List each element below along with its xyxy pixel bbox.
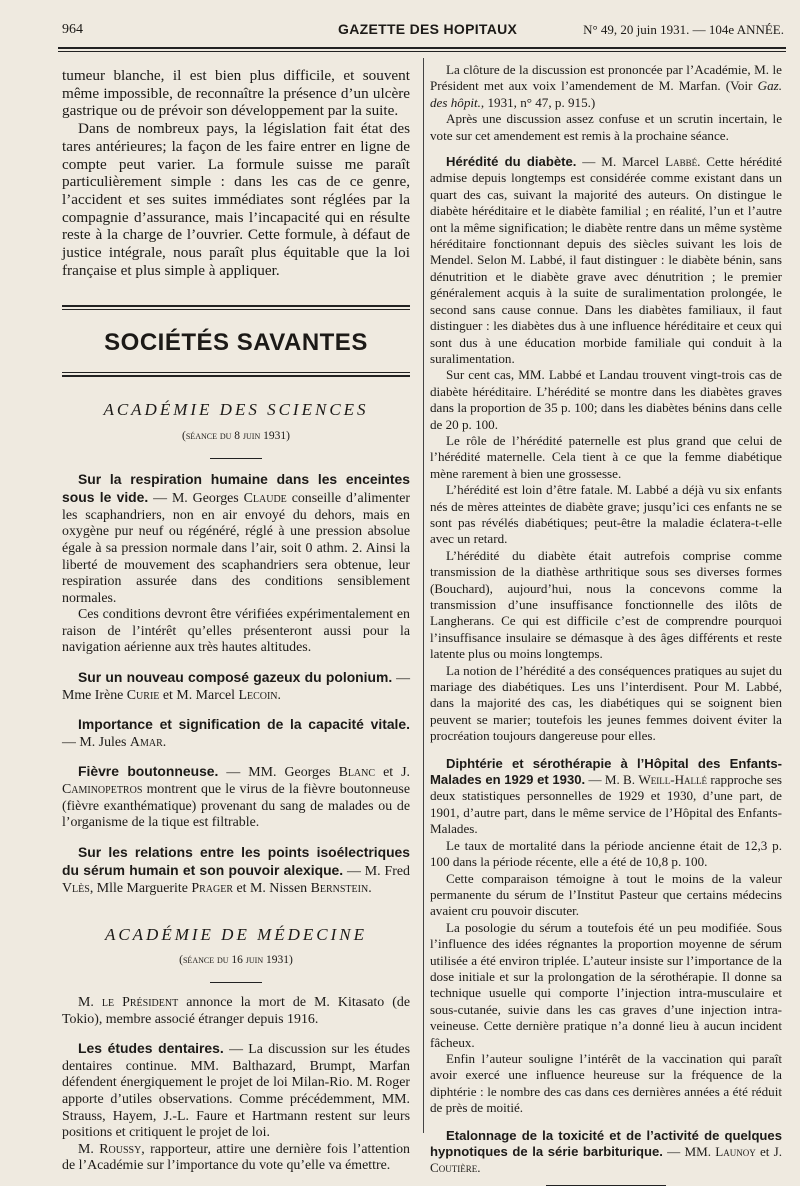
- article-title: Diphtérie et sérothérapie à l’Hôpital des Enfants-Malades en 1929 et 1930.: [430, 755, 782, 788]
- cloture-paragraph: La clôture de la discussion est prononcée par l’Académie, M. le Président met aux voix l’amendement de M. Marfan. (Voir Gaz. des hôpit., 1931, n° 47, p. 915.): [430, 62, 782, 110]
- article-title: Sur les relations entre les points isoélectriques du sérum humain et son pouvoir alexique.: [62, 843, 410, 879]
- intro-paragraph-1: tumeur blanche, il est bien plus difficile, et souvent même impossible, de reconnaître la présence d’un ulcère gastrique ou de prévoir son développement par la suite.: [62, 67, 410, 120]
- academy-medecine-heading: ACADÉMIE DE MÉDECINE: [104, 924, 368, 944]
- article-fievre: Fièvre boutonneuse. — MM. Georges Blanc et J. Caminopetros montrent que le virus de la fièvre boutonneuse (fièvre exanthématique) provenant du sang de malades ou de l’organisme de la tique est filtrable.: [62, 763, 410, 831]
- author-name: Bernstein: [310, 881, 369, 897]
- article-title: Les études dentaires.: [78, 1040, 224, 1057]
- article-title: Importance et signification de la capacité vitale.: [78, 716, 410, 733]
- vote-paragraph: Après une discussion assez confuse et un scrutin incertain, le vote sur cet amendement est remis à la prochaine séance.: [430, 111, 782, 143]
- issue-info: N° 49, 20 juin 1931. — 104e ANNÉE.: [583, 22, 784, 37]
- column-divider: [423, 58, 424, 1133]
- intro-paragraph-2: Dans de nombreux pays, la législation fait état des tares antérieures; la façon de les faire entrer en ligne de compte peut varier. La formule suisse me paraît particulièrement simple : dans les cas de ce genre, l’accident et ses suites immédiates sont réglées par la compagnie d’assurance, mais l’incapacité qui en résulte reste à la charge de l’ouvrier. Cette formule, à défaut de justice intégrale, nous paraît plus équitable que la loi française et plus simple à appliquer.: [62, 120, 410, 279]
- seance-date-2: (séance du 16 juin 1931): [179, 954, 293, 967]
- header-rule: [58, 47, 786, 49]
- article-diphterie: Diphtérie et sérothérapie à l’Hôpital des Enfants-Malades en 1929 et 1930. — M. B. Weill-Hallé rapproche ses deux statistiques personnelles de 1929 et 1930, d’une part, de 1901, d’autre part, dans le même service de l’Hôpital des Enfants-Malades. Le taux de mortalité dans la période ancienne était de 12,3 p. 100 dans la période récente, elle a été de 10,8 p. 100. Cette comparaison témoigne à tout le moins de la valeur permanente du sérum de l’Institut Pasteur que certains médecins avaient cru pouvoir discuter. La posologie du sérum a toutefois été un peu modifiée. Sous l’influence des idées régnantes la proportion moyenne de sérum utilisée a été environ triplée. L’auteur insiste sur l’importance de la dose initiale et sur la prolongation de la sérothérapie. Il donne sa technique usuelle qui comporte l’injection intra-musculaire et sous-cutanée, suivie dans les cas graves d’une injection intra-veineuse. Cette dernière pratique n’a donné lieu à aucun incident fâcheux. Enfin l’auteur souligne l’intérêt de la vaccination qui paraît avoir exercé une influence heureuse sur la fréquence de la diphtérie : le nombre des cas dans ces dernières années a été réduit de près de moitié.: [430, 755, 782, 1116]
- author-name: Amar: [129, 734, 163, 750]
- article-isoelectriques: Sur les relations entre les points isoélectriques du sérum humain et son pouvoir alexique. — M. Fred Vlès, Mlle Marguerite Prager et M. Nissen Bernstein.: [62, 843, 410, 897]
- seance-date-1: (séance du 8 juin 1931): [182, 429, 290, 442]
- article-polonium: Sur un nouveau composé gazeux du polonium. — Mme Irène Curie et M. Marcel Lecoin.: [62, 669, 410, 703]
- article-diabete: Hérédité du diabète. — M. Marcel Labbé. Cette hérédité admise depuis longtemps est considérée comme existant dans un quart des cas, suivant la majorité des auteurs. On distingue le diabète héréditaire et le diabète familial ; en réalité, l’un et l’autre ont la même signification; le diabète rentre dans un même système héréditaire fonctionnant depuis des siècles suivant les lois de Mendel. Selon M. Labbé, il faut distinguer : le diabète bénin, sans dénutrition et le diabète grave avec dénutrition ; le premier généralement acquis à la suite de suralimentation prolongée, le second sans cause connue. Dans les diabètes familiaux, il faut distinguer : les diabètes dus à une influence héréditaire et ceux qui sont dus à une éducation morbide familiale qui conduit à la suralimentation. Sur cent cas, MM. Labbé et Landau trouvent vingt-trois cas de diabète héréditaire. L’hérédité se montre dans les diabètes graves dans la proportion de 35 p. 100; dans les diabètes bénins dans celle de 20 p. 100. Le rôle de l’hérédité paternelle est plus grand que celui de l’hérédité maternelle. Cela tient à ce que la femme diabétique mène rarement à bien une grossesse. L’hérédité est loin d’être fatale. M. Labbé a déjà vu six enfants nés de mères atteintes de diabète grave; jusqu’ici ces enfants ne se sont pas révélés diabétiques; peut-être la maladie éclatera-t-elle avec un retard. L’hérédité du diabète était autrefois comprise comme transmission de la diathèse arthritique sous ses diverses formes (Bouchard), aujourd’hui, nous la concevons comme la transmission d’une insuffisance fonctionnelle des ilôts de Langherans. Ce qui est difficile c’est de comprendre pourquoi l’insuffisance insulaire se démasque à des âges différents et reste latente plus ou moins longtemps. La notion de l’hérédité a des conséquences pratiques au sujet du mariage des diabétiques. Les uns l’interdisent. Pour M. Labbé, dans la majorité des cas, les diabétiques qui se soignent bien peuvent se marier; toutefois les jeunes femmes doivent éviter la procréation toujours dangereuse pour elles.: [430, 154, 782, 744]
- article-capacite-vitale: Importance et signification de la capacité vitale. — M. Jules Amar.: [62, 716, 410, 750]
- article-roussy: M. Roussy, rapporteur, attire une dernière fois l’attention de l’Académie sur l’importance du vote qu’elle va émettre.: [62, 1141, 410, 1174]
- author-name: Curie: [126, 687, 160, 703]
- author-name: Launoy: [715, 1144, 756, 1159]
- article-title: Hérédité du diabète.: [446, 154, 577, 170]
- article-title: Fièvre boutonneuse.: [78, 763, 219, 780]
- author-name: Weill-Hallé: [638, 772, 708, 788]
- author-name: Labbé: [665, 154, 698, 170]
- article-title: Etalonnage de la toxicité et de l’activité de quelques hypnotiques de la série barbiturique.: [430, 1127, 782, 1159]
- left-column: [62, 62, 410, 1175]
- academy-sciences-heading: ACADÉMIE DES SCIENCES: [103, 400, 369, 420]
- author-name: Coutière: [430, 1160, 478, 1176]
- section-title: SOCIÉTÉS SAVANTES: [104, 329, 368, 357]
- author-name: Prager: [191, 881, 234, 897]
- journal-title: GAZETTE DES HOPITAUX: [338, 21, 518, 37]
- article-president: M. le Président annonce la mort de M. Kitasato (de Tokio), membre associé étranger depuis 1916.: [62, 995, 411, 1027]
- article-respiration: Sur la respiration humaine dans les enceintes sous le vide. — M. Georges Claude conseille d’alimenter les scaphandriers, non en air envoyé du dehors, mais en oxygène pur neuf ou régénéré, réglé à une pression absolue égale à sa pression normale dans l’air, soit 0 athm. 2. Ainsi la liberté de mouvement des scaphandriers sera obtenue, leur respiration assurée dans des conditions sensiblement normales. Ces conditions devront être vérifiées expérimentalement en raison de l’intérêt qu’elles présenteront aussi pour la navigation aérienne aux très hautes altitudes.: [62, 470, 410, 656]
- article-title: Sur un nouveau composé gazeux du polonium.: [78, 669, 393, 686]
- right-column: [430, 62, 782, 1186]
- author-name: Blanc: [338, 765, 376, 781]
- author-name: Roussy: [99, 1141, 142, 1157]
- article-title: Sur la respiration humaine dans les enceintes sous le vide.: [62, 470, 410, 506]
- page-number: 964: [62, 22, 83, 37]
- page-header: [62, 18, 784, 44]
- author-name: Vlès: [62, 881, 90, 897]
- header-rule-thin: [58, 51, 786, 52]
- author-name: Claude: [243, 491, 287, 507]
- article-etudes-dentaires: Les études dentaires. — La discussion sur les études dentaires continue. MM. Balthazard, Brumpt, Marfan défendent énergiquement le projet de loi Milan-Rio. M. Roger apporte d’utiles observations. Comme précédemment, MM. Strauss, Hayem, J.-L. Faure et Hartmann restent sur leurs positions et critiquent le projet de loi.: [62, 1040, 410, 1141]
- author-name: Lecoin: [238, 687, 278, 703]
- article-etalonnage: Etalonnage de la toxicité et de l’activité de quelques hypnotiques de la série barbiturique. — MM. Launoy et J. Coutière.: [430, 1127, 782, 1176]
- author-name: Caminopetros: [62, 782, 143, 798]
